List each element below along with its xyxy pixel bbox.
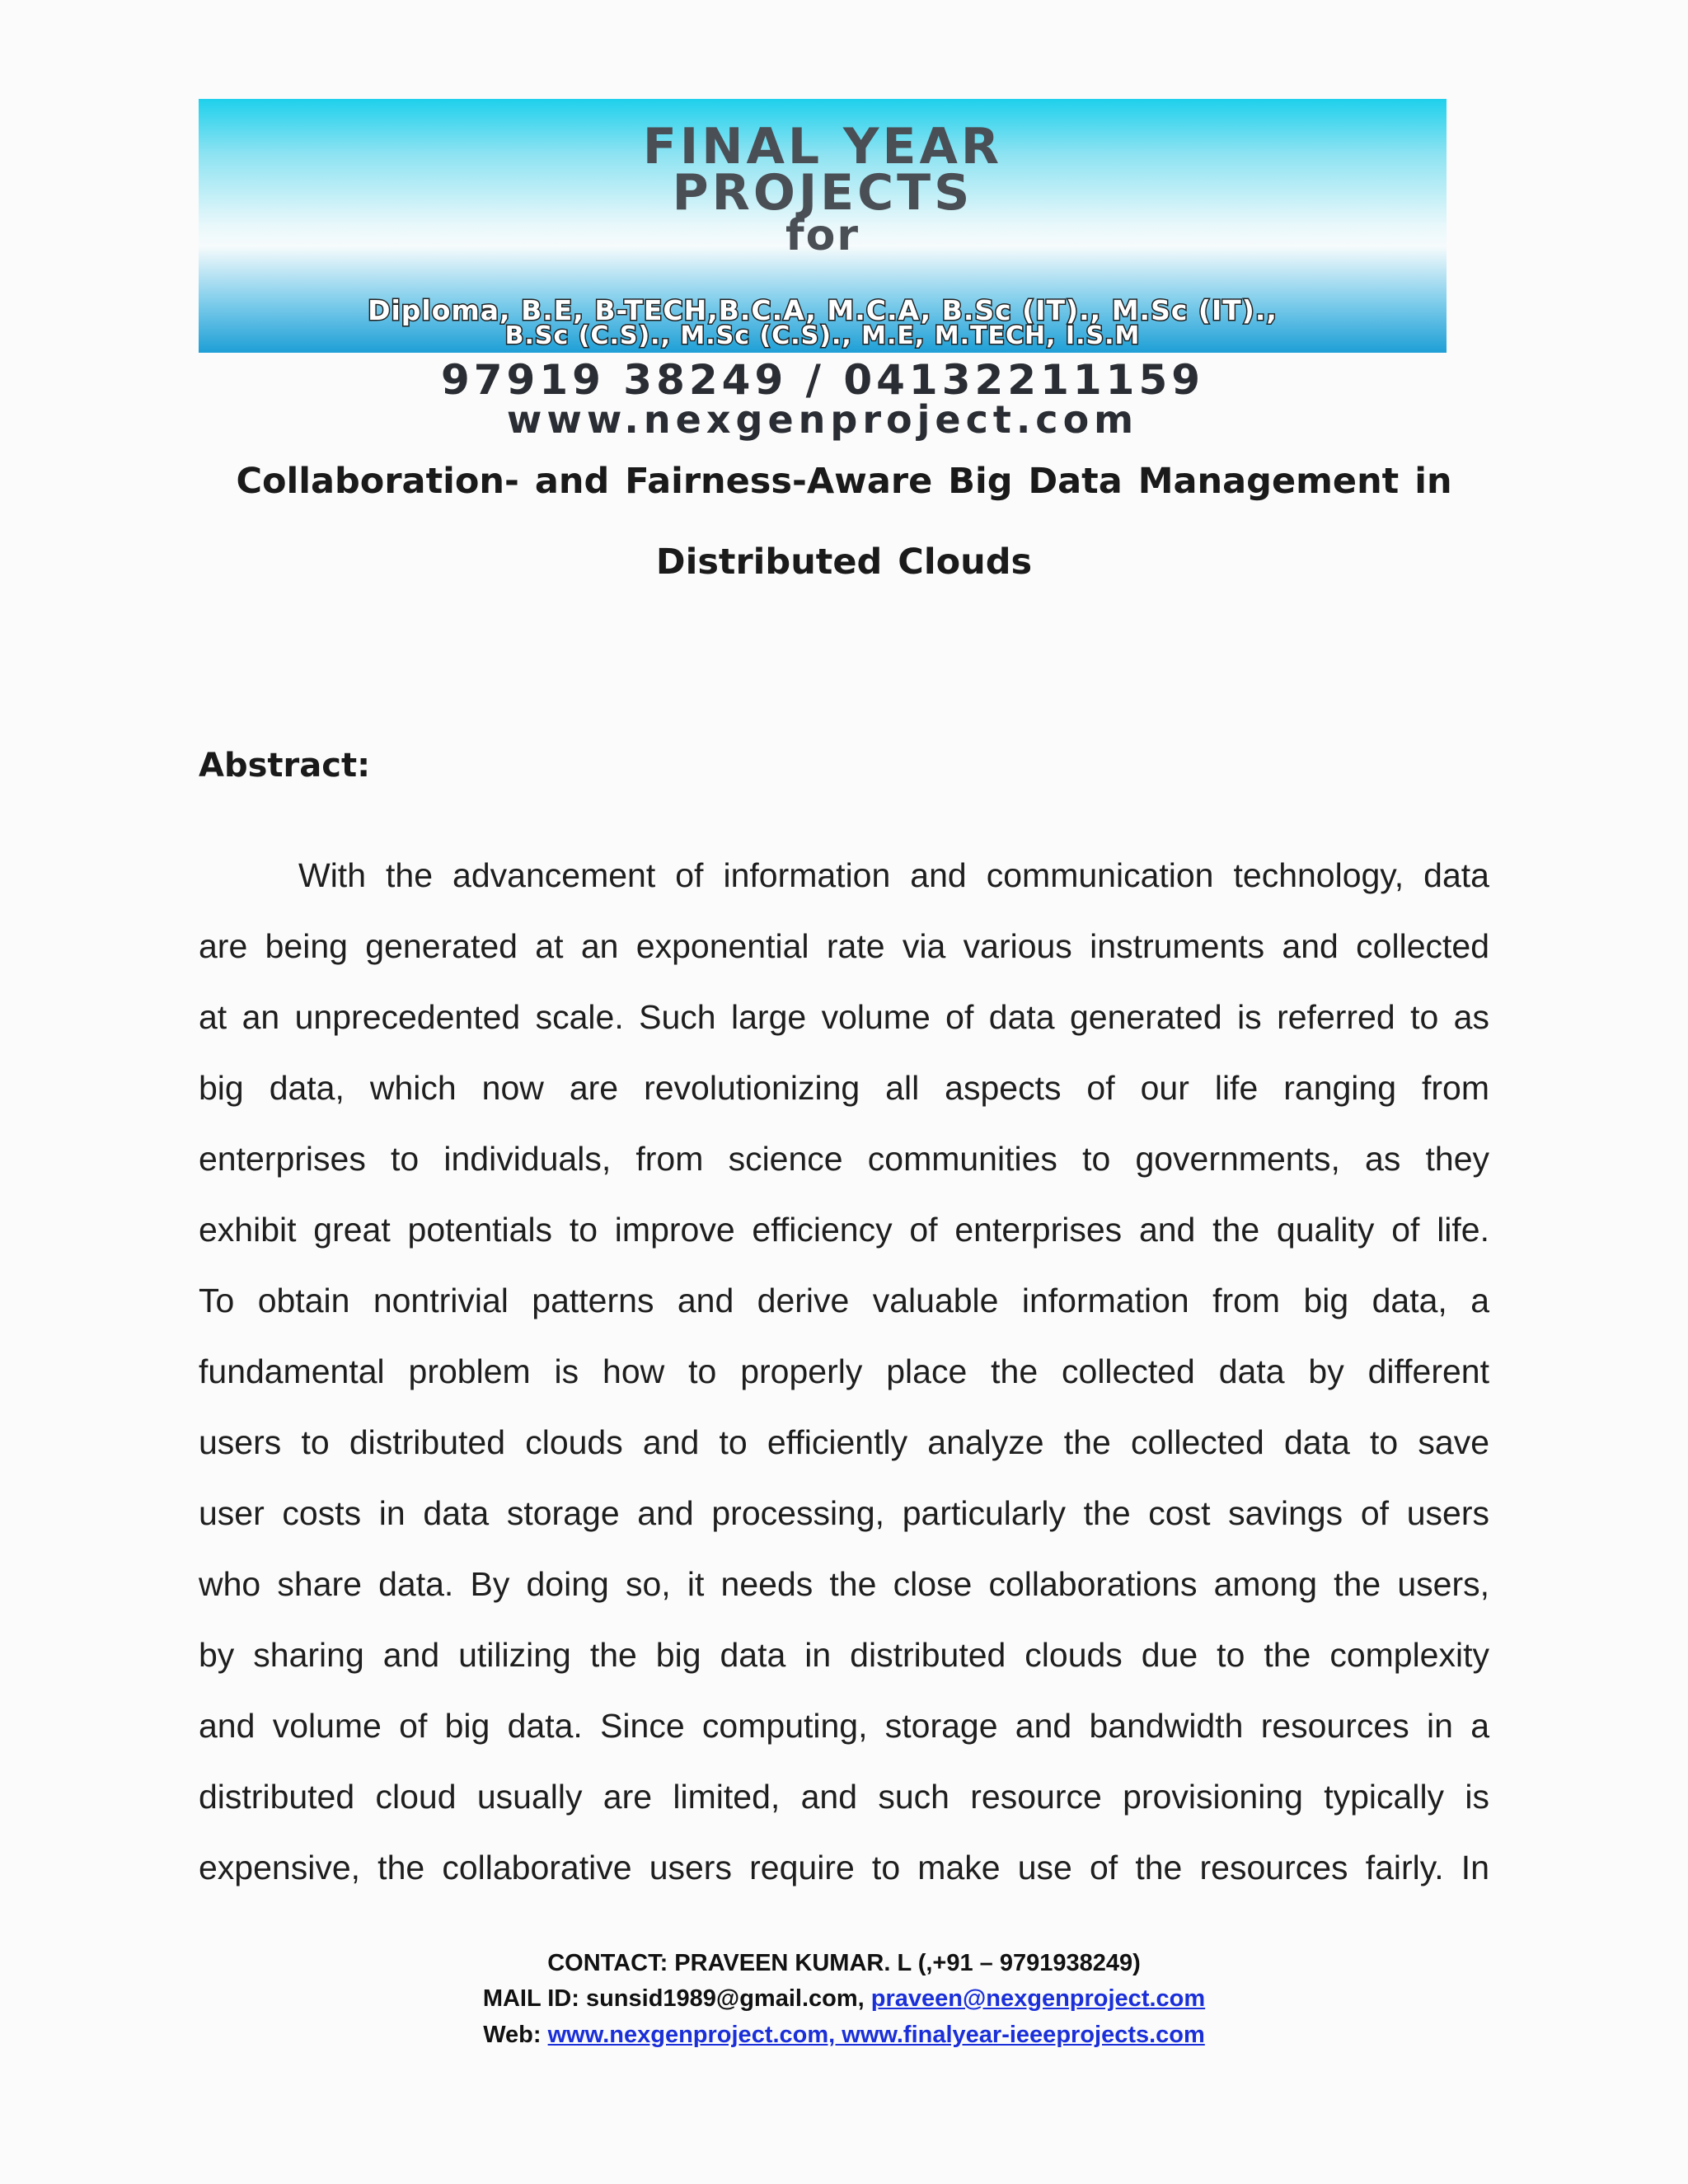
abstract-body <box>199 840 1489 1903</box>
abstract-line: exhibit great potentials to improve efficiency of enterprises and the quality of life. <box>199 1211 1489 1249</box>
abstract-line: are being generated at an exponential rate via various instruments and collected <box>199 927 1489 965</box>
abstract-line: With the advancement of information and communication technology, data <box>298 856 1489 894</box>
footer-mail <box>0 1987 1688 2011</box>
document-title-line2: Distributed Clouds <box>655 541 1033 583</box>
footer-contact: CONTACT: PRAVEEN KUMAR. L (,+91 – 9791938249) <box>547 1950 1141 1976</box>
footer-mail-label: MAIL ID: sunsid1989@gmail.com, <box>482 1985 865 2012</box>
footer-web <box>0 2023 1688 2047</box>
abstract-line: expensive, the collaborative users require to make use of the resources fairly. In <box>199 1849 1489 1886</box>
footer-mail-link[interactable]: praveen@nexgenproject.com <box>870 1985 1206 2012</box>
project-banner <box>199 99 1447 353</box>
abstract-heading: Abstract: <box>199 747 371 785</box>
abstract-line: and volume of big data. Since computing, storage and bandwidth resources in a <box>199 1707 1489 1745</box>
banner-title-line2: PROJECTS <box>672 164 973 222</box>
abstract-line: by sharing and utilizing the big data in distributed clouds due to the complexity <box>199 1636 1489 1674</box>
document-title-line1: Collaboration- and Fairness-Aware Big Data Management in <box>236 461 1452 502</box>
banner-degrees-line2: B.Sc (C.S)., M.Sc (C.S)., M.E, M.TECH, I.S.M <box>504 321 1141 350</box>
abstract-line: To obtain nontrivial patterns and derive valuable information from big data, a <box>199 1282 1489 1319</box>
abstract-line: user costs in data storage and processing, particularly the cost savings of users <box>199 1494 1489 1532</box>
banner-website: www.nexgenproject.com <box>506 397 1139 442</box>
abstract-line: users to distributed clouds and to efficiently analyze the collected data to save <box>199 1423 1489 1461</box>
footer-web-links[interactable]: www.nexgenproject.com, www.finalyear-ieeeprojects.com <box>547 2022 1205 2048</box>
banner-title-line1: FINAL YEAR <box>642 118 1003 176</box>
banner-degrees-line1: Diploma, B.E, B-TECH,B.C.A, M.C.A, B.Sc (IT)., M.Sc (IT)., <box>368 294 1278 326</box>
abstract-line: big data, which now are revolutionizing all aspects of our life ranging from <box>199 1069 1489 1107</box>
abstract-line: who share data. By doing so, it needs the close collaborations among the users, <box>199 1565 1489 1603</box>
abstract-line: distributed cloud usually are limited, and such resource provisioning typically is <box>199 1778 1489 1816</box>
abstract-line: enterprises to individuals, from science communities to governments, as they <box>199 1140 1489 1178</box>
banner-phone-numbers: 97919 38249 / 04132211159 <box>440 356 1205 404</box>
footer-web-label: Web: <box>483 2022 542 2048</box>
abstract-line: fundamental problem is how to properly place the collected data by different <box>199 1352 1489 1390</box>
abstract-line: at an unprecedented scale. Such large volume of data generated is referred to as <box>199 998 1489 1036</box>
banner-title-line3: for <box>785 211 860 260</box>
